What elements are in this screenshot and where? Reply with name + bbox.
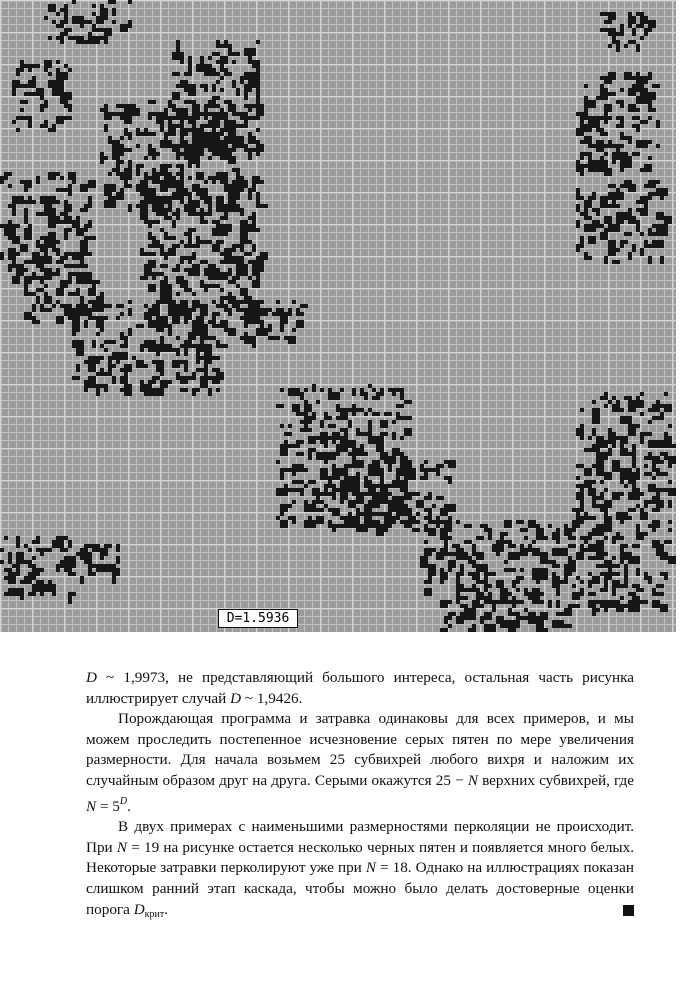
paragraph-1: D ~ 1,9973, не представляющий большого интереса, остальная часть рисунка иллюстрирует случай D ~ 1,9426. [86,669,634,707]
math-var: D [86,669,97,686]
body-text [86,668,634,925]
figure-label: D=1.5936 [218,609,298,628]
paragraph-2: Порождающая программа и затравка одинаковы для всех примеров, и мы можем проследить постепенное исчезновение серых пятен по мере увеличения размерности. Для начала возьмем 25 субвихрей любого вихря и наложим их случайным образом друг на друга. Серыми окажутся 25 − N верхних субвихрей, где $N = 5^D$. [86,710,634,815]
end-of-proof-mark [623,905,634,916]
paragraph-3: В двух примерах с наименьшими размерностями перколяции не происходит. При N = 19 на рисунке остается несколько черных пятен и появляется много белых. Некоторые затравки перколируют уже при N = 18. Однако на иллюстрациях показан слишком ранний этап каскада, чтобы можно было делать достоверные оценки порога $D_{крит}$. [86,818,634,920]
